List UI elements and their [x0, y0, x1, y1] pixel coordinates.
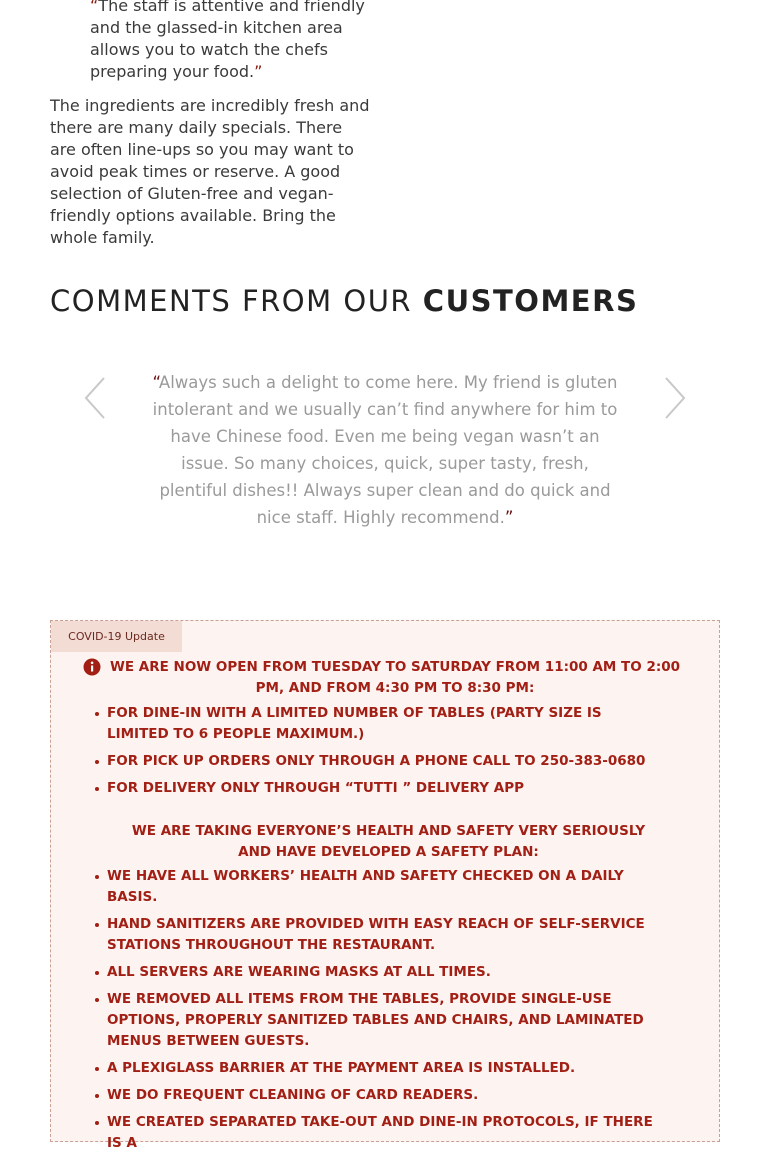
list-item: FOR DINE-IN WITH A LIMITED NUMBER OF TABLES (PARTY SIZE IS LIMITED TO 6 PEOPLE MAXIMUM.) — [107, 703, 667, 745]
quote-open-mark: “ — [90, 0, 99, 15]
covid-tab[interactable]: COVID-19 Update — [51, 621, 182, 652]
list-item: ALL SERVERS ARE WEARING MASKS AT ALL TIMES. — [107, 962, 667, 983]
safety-heading: WE ARE TAKING EVERYONE’S HEALTH AND SAFETY VERY SERIOUSLY AND HAVE DEVELOPED A SAFETY PLAN: — [131, 823, 646, 860]
covid-hours-heading: WE ARE NOW OPEN FROM TUESDAY TO SATURDAY FROM 11:00 AM TO 2:00 PM, AND FROM 4:30 PM TO 8:30 PM: — [109, 659, 681, 696]
chevron-right-icon — [660, 376, 690, 420]
service-list — [107, 703, 667, 805]
list-item: WE CREATED SEPARATED TAKE-OUT AND DINE-IN PROTOCOLS, IF THERE IS A — [107, 1112, 667, 1154]
comments-heading-light: COMMENTS FROM OUR — [50, 284, 423, 318]
carousel-prev-button[interactable] — [80, 376, 110, 420]
testimonial-close-mark: ” — [504, 508, 514, 527]
covid-update-box — [50, 620, 720, 1151]
review-paragraph: The ingredients are incredibly fresh and there are many daily specials. There are often line-ups so you may want to avoid peak times or reserve. A good selection of Gluten-free and vegan-friendly options available. Bring the whole family. — [50, 96, 370, 247]
review-quote-text: The staff is attentive and friendly and the glassed-in kitchen area allows you to watch the chefs preparing your food. — [90, 0, 365, 81]
info-circle-icon — [83, 658, 101, 676]
testimonial-open-mark: “ — [152, 373, 159, 392]
list-item: WE REMOVED ALL ITEMS FROM THE TABLES, PROVIDE SINGLE-USE OPTIONS, PROPERLY SANITIZED TABLES AND CHAIRS, AND LAMINATED MENUS BETWEEN GUESTS. — [107, 989, 667, 1052]
comments-heading-bold: CUSTOMERS — [422, 284, 639, 318]
chevron-left-icon — [80, 376, 110, 420]
quote-close-mark: ” — [254, 62, 263, 81]
testimonial-text — [150, 369, 620, 531]
list-item: FOR PICK UP ORDERS ONLY THROUGH A PHONE CALL TO 250-383-0680 — [107, 751, 667, 772]
list-item: FOR DELIVERY ONLY THROUGH “TUTTI ” DELIVERY APP — [107, 778, 667, 799]
list-item: A PLEXIGLASS BARRIER AT THE PAYMENT AREA IS INSTALLED. — [107, 1058, 667, 1079]
list-item: WE DO FREQUENT CLEANING OF CARD READERS. — [107, 1085, 667, 1106]
review-quote — [90, 0, 370, 83]
safety-list — [107, 866, 667, 1160]
testimonial-body: Always such a delight to come here. My friend is gluten intolerant and we usually can’t find anywhere for him to have Chinese food. Even me being vegan wasn’t an issue. So many choices, quick, super tasty, fresh, plentiful dishes!! Always super clean and do quick and nice staff. Highly recommend. — [152, 373, 618, 527]
carousel-next-button[interactable] — [660, 376, 690, 420]
list-item: HAND SANITIZERS ARE PROVIDED WITH EASY REACH OF SELF-SERVICE STATIONS THROUGHOUT THE RESTAURANT. — [107, 914, 667, 956]
comments-heading — [50, 284, 730, 318]
list-item: WE HAVE ALL WORKERS’ HEALTH AND SAFETY CHECKED ON A DAILY BASIS. — [107, 866, 667, 908]
